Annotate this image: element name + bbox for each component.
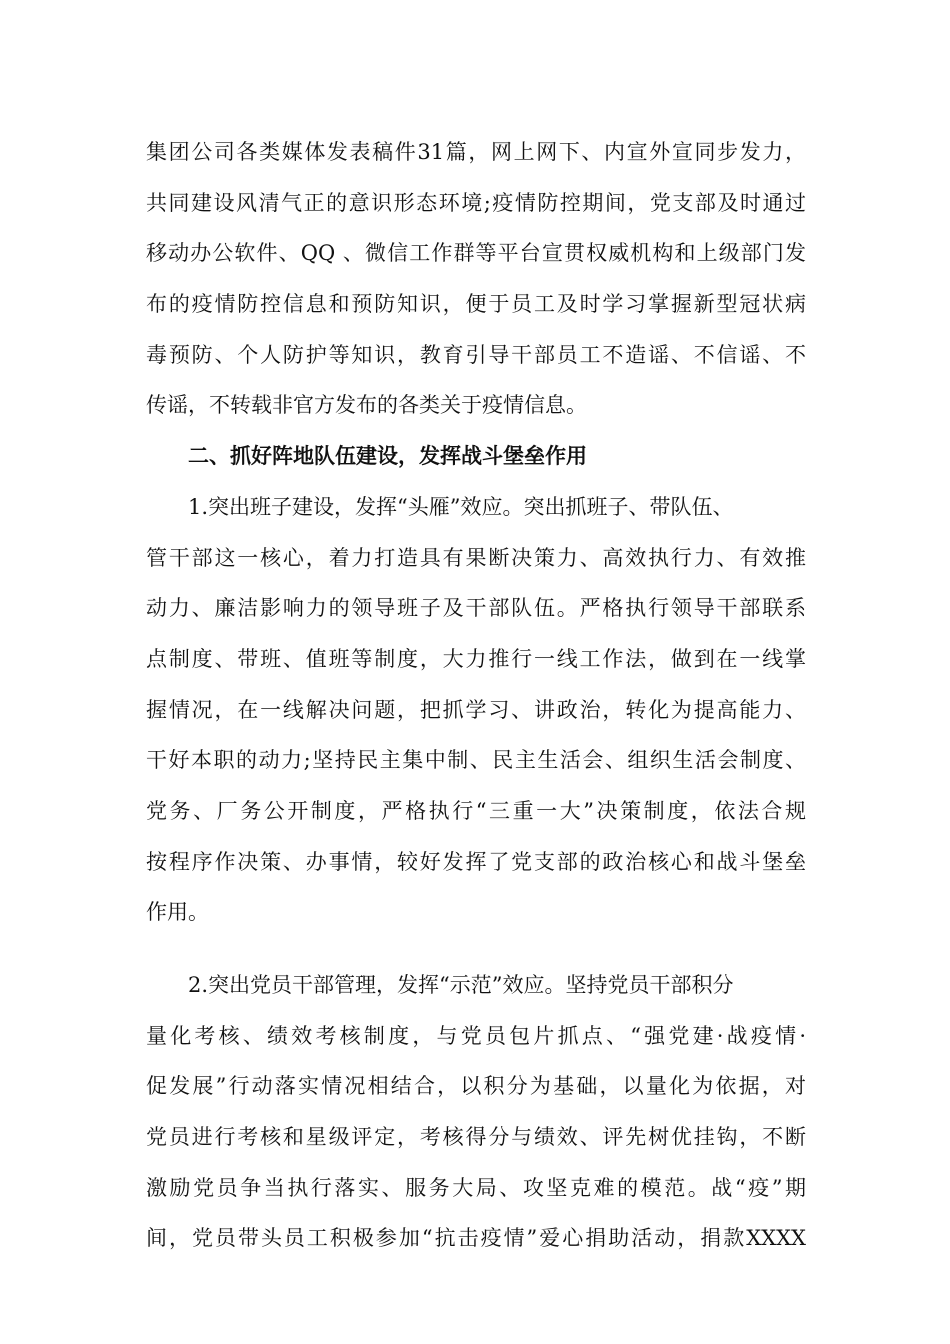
text-line: 点制度、带班、值班等制度，大力推行一线工作法，做到在一线掌 (146, 646, 806, 671)
text-line: 干好本职的动力;坚持民主集中制、民主生活会、组织生活会制度、 (146, 748, 806, 773)
text-line: 布的疫情防控信息和预防知识，便于员工及时学习掌握新型冠状病 (146, 292, 806, 317)
paragraph-spacer (146, 938, 806, 960)
text-line: 促发展”行动落实情况相结合，以积分为基础，以量化为依据，对 (146, 1074, 806, 1099)
text-line: 2.突出党员干部管理，发挥“示范”效应。坚持党员干部积分 (188, 973, 734, 997)
text-line: 党务、厂务公开制度，严格执行“三重一大”决策制度，依法合规 (146, 798, 806, 823)
text-line: 间，党员带头员工积极参加“抗击疫情”爱心捐助活动，捐款XXXX (146, 1226, 806, 1251)
section-heading: 二、抓好阵地队伍建设，发挥战斗堡垒作用 (188, 443, 587, 469)
text-line: 按程序作决策、办事情，较好发挥了党支部的政治核心和战斗堡垒 (146, 849, 806, 874)
text-line: 1.突出班子建设，发挥“头雁”效应。突出抓班子、带队伍、 (188, 494, 734, 519)
text-line: 移动办公软件、QQ 、微信工作群等平台宣贯权威机构和上级部门发 (146, 241, 806, 266)
text-line: 握情况，在一线解决问题，把抓学习、讲政治，转化为提高能力、 (146, 697, 806, 722)
text-line: 毒预防、个人防护等知识，教育引导干部员工不造谣、不信谣、不 (146, 342, 806, 367)
document-body (146, 127, 806, 1264)
text-line: 传谣，不转载非官方发布的各类关于疫情信息。 (146, 393, 587, 418)
paragraph-media-outreach (146, 127, 806, 431)
text-line: 共同建设风清气正的意识形态环境;疫情防控期间，党支部及时通过 (146, 190, 806, 215)
text-line: 党员进行考核和星级评定，考核得分与绩效、评先树优挂钩，不断 (146, 1125, 806, 1150)
paragraph-leadership-building (146, 482, 806, 938)
text-line: 激励党员争当执行落实、服务大局、攻坚克难的模范。战“疫”期 (146, 1175, 806, 1200)
text-line: 动力、廉洁影响力的领导班子及干部队伍。严格执行领导干部联系 (146, 596, 806, 621)
paragraph-member-management (146, 960, 806, 1264)
text-line: 作用。 (146, 900, 209, 925)
text-line: 管干部这一核心，着力打造具有果断决策力、高效执行力、有效推 (146, 545, 806, 570)
text-line: 量化考核、绩效考核制度，与党员包片抓点、“强党建·战疫情· (146, 1023, 806, 1048)
text-line: 集团公司各类媒体发表稿件31篇，网上网下、内宣外宣同步发力， (146, 140, 806, 164)
